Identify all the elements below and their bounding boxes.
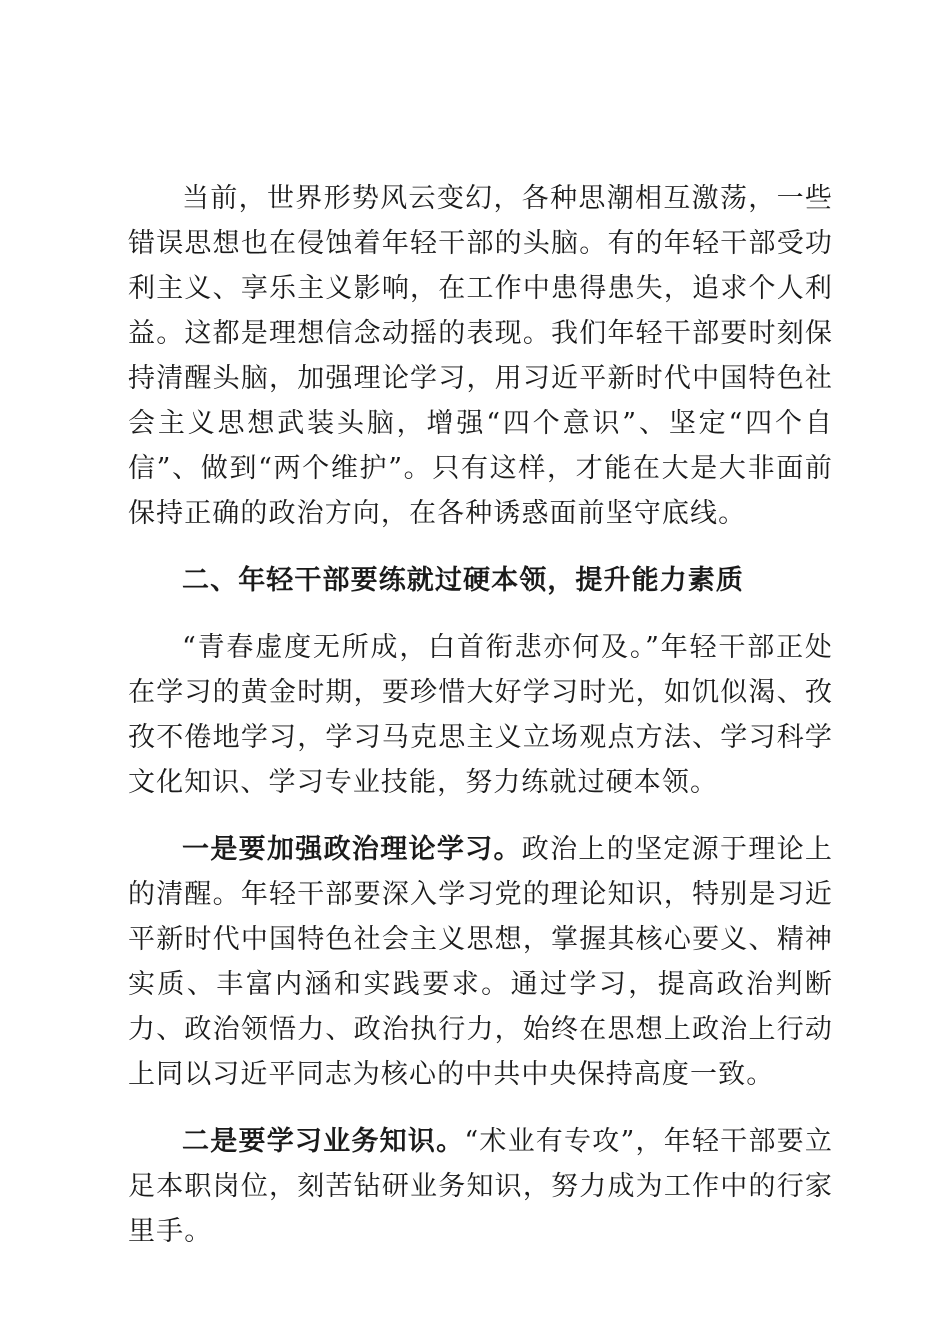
point-1-text: 政治上的坚定源于理论上的清醒。年轻干部要深入学习党的理论知识，特别是习近平新时代中国特色社会主义思想，掌握其核心要义、精神实质、丰富内涵和实践要求。通过学习，提高政治判断力、政治领悟力、政治执行力，始终在思想上政治上行动上同以习近平同志为核心的中共中央保持高度一致。 <box>128 834 833 1090</box>
paragraph-current-situation: 当前，世界形势风云变幻，各种思潮相互激荡，一些错误思想也在侵蚀着年轻干部的头脑。有的年轻干部受功利主义、享乐主义影响，在工作中患得患失，追求个人利益。这都是理想信念动摇的表现。我们年轻干部要时刻保持清醒头脑，加强理论学习，用习近平新时代中国特色社会主义思想武装头脑，增强“四个意识”、坚定“四个自信”、做到“两个维护”。只有这样，才能在大是大非面前保持正确的政治方向，在各种诱惑面前坚守底线。 <box>128 183 833 529</box>
point-2-lead: 二是要学习业务知识。 <box>182 1126 465 1157</box>
point-2-text: “术业有专攻”，年轻干部要立足本职岗位，刻苦钻研业务知识，努力成为工作中的行家里手。 <box>128 1126 834 1247</box>
document-body <box>128 176 833 1276</box>
paragraph-point-2 <box>128 1119 833 1254</box>
point-1-lead: 一是要加强政治理论学习。 <box>182 834 522 865</box>
paragraph-point-1 <box>128 827 833 1097</box>
section-heading-2: 二、年轻干部要练就过硬本领，提升能力素质 <box>182 565 744 596</box>
paragraph-study-period: “青春虚度无所成，白首衔悲亦何及。”年轻干部正处在学习的黄金时期，要珍惜大好学习时光，如饥似渴、孜孜不倦地学习，学习马克思主义立场观点方法、学习科学文化知识、学习专业技能，努力练就过硬本领。 <box>128 632 833 798</box>
